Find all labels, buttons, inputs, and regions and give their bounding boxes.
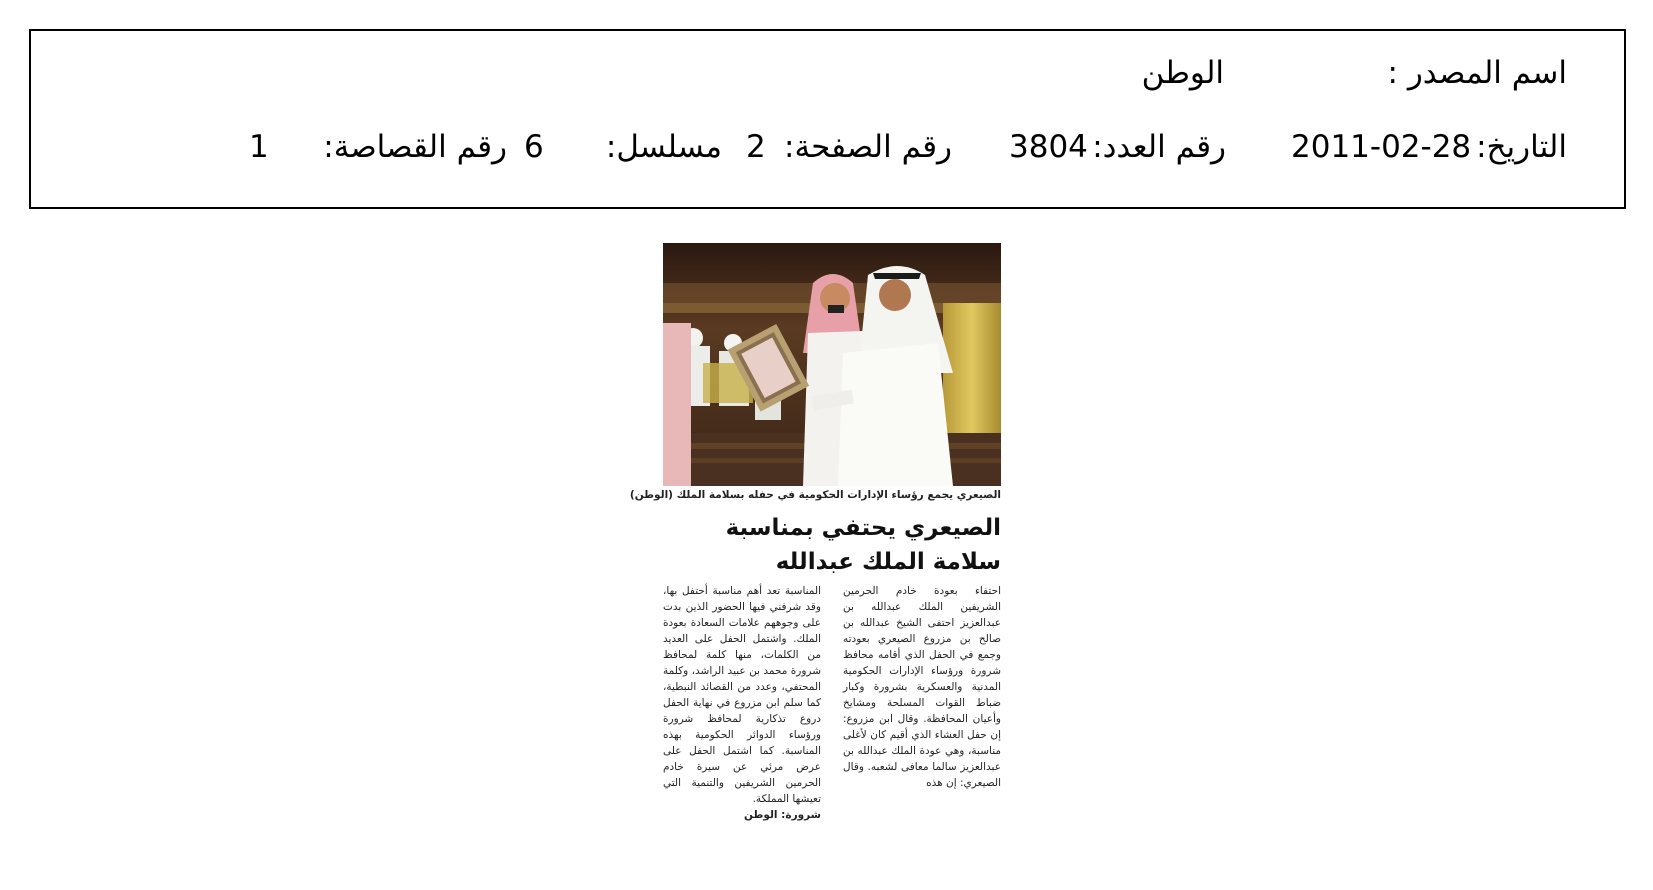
issue-label: رقم العدد: <box>1092 129 1226 165</box>
source-label: اسم المصدر : <box>1387 55 1567 91</box>
article-byline: شرورة: الوطن <box>744 809 821 821</box>
serial-value: 6 <box>524 129 544 165</box>
serial-label: مسلسل: <box>605 129 722 165</box>
photo-caption: الصيعري يجمع رؤساء الإدارات الحكومية في حفله بسلامة الملك (الوطن) <box>629 489 1001 501</box>
date-label: التاريخ: <box>1476 129 1567 165</box>
article-headline: الصيعري يحتفي بمناسبة سلامة الملك عبدالله <box>725 515 1001 575</box>
date-value: 2011-02-28 <box>1291 129 1472 165</box>
article-photo <box>663 243 1001 486</box>
article-column-left <box>663 583 821 823</box>
document-header <box>29 29 1626 209</box>
page-label: رقم الصفحة: <box>784 129 952 165</box>
page-value: 2 <box>746 129 766 165</box>
article-body-left: المناسبة تعد أهم مناسبة أحتفل بها، وقد شرفني فيها الحضور الذين بدت على وجوههم علامات السعادة بعودة الملك. واشتمل الحفل على العديد من الكلمات، منها كلمة لمحافظ شرورة محمد بن عبيد الراشد، وكلمة المحتفي، وعدد من القصائد النبطية، كما سلم ابن مزروع في نهاية الحفل دروع تذكارية لمحافظ شرورة ورؤساء الدوائر الحكومية بهذه المناسبة. كما اشتمل الحفل على عرض مرئي عن سيرة خادم الحرمين الشريفين والتنمية التي تعيشها المملكة. <box>663 585 821 805</box>
clip-label: رقم القصاصة: <box>323 129 507 165</box>
newspaper-clipping <box>629 243 1001 865</box>
article-body-right: احتفاء بعودة خادم الحرمين الشريفين الملك عبدالله بن عبدالعزيز احتفى الشيخ عبدالله بن صالح بن مزروع الصيعري بعودته وجمع في الحفل الذي أقامه محافظ شرورة ورؤساء الإدارات الحكومية المدنية والعسكرية بشرورة وكبار ضباط القوات المسلحة ومشايخ وأعيان المحافظة. وقال ابن مزروع: إن حفل العشاء الذي أقيم كان لأغلى مناسبة، وهي عودة الملك عبدالله بن عبدالعزيز سالما معافى لشعبه. وقال الصيعري: إن هذه <box>843 585 1001 789</box>
clip-value: 1 <box>249 129 269 165</box>
source-value: الوطن <box>1141 55 1224 91</box>
issue-value: 3804 <box>1009 129 1088 165</box>
article-column-right <box>843 583 1001 791</box>
